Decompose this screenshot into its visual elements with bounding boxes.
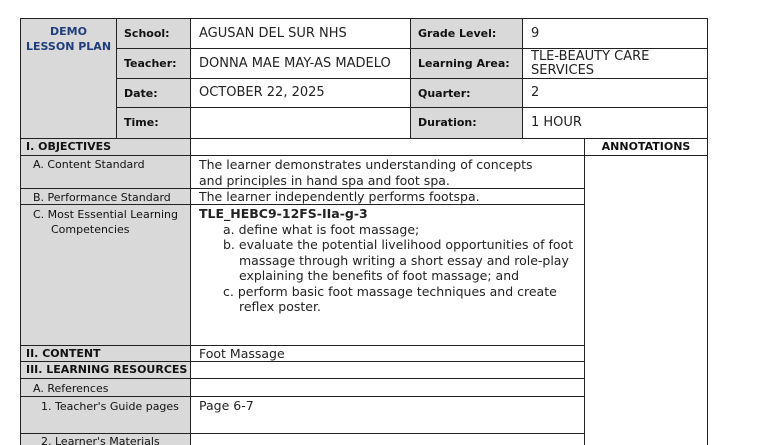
learning-resources-fill (190, 361, 585, 379)
learning-area-value (522, 48, 708, 79)
title-line-1: DEMO (50, 25, 87, 38)
teachers-guide-label: 1. Teacher's Guide pages (20, 396, 191, 434)
melc-label-line-2: Competencies (51, 223, 130, 236)
melc-label-line-1: C. Most Essential Learning (33, 208, 179, 221)
content-heading: II. CONTENT (20, 345, 191, 362)
melc-label (20, 204, 191, 346)
performance-standard-label: B. Performance Standard (20, 188, 191, 205)
teacher-label: Teacher: (116, 48, 191, 79)
melc-code: TLE_HEBC9-12FS-IIa-g-3 (199, 206, 368, 221)
content-standard-label: A. Content Standard (20, 155, 191, 189)
time-value (190, 107, 411, 139)
duration-label: Duration: (410, 107, 523, 139)
references-fill (190, 378, 585, 397)
learners-materials-text: 2. Learner's Materials (41, 435, 160, 445)
grade-level-label: Grade Level: (410, 18, 523, 49)
quarter-value: 2 (522, 78, 708, 108)
quarter-label: Quarter: (410, 78, 523, 108)
learning-resources-heading: III. LEARNING RESOURCES (20, 361, 191, 379)
content-value: Foot Massage (190, 345, 585, 362)
title-line-2: LESSON PLAN (25, 40, 112, 53)
teacher-value: DONNA MAE MAY-AS MADELO (190, 48, 411, 79)
school-label: School: (116, 18, 191, 49)
time-label: Time: (116, 107, 191, 139)
content-standard-value (190, 155, 585, 189)
learning-area-line-1: TLE-BEAUTY CARE (531, 49, 650, 64)
melc-item-c: c. perform basic foot massage techniques and create reflex poster. (223, 283, 557, 314)
content-standard-line-1: The learner demonstrates understanding of concepts (199, 157, 533, 172)
annotations-header: ANNOTATIONS (584, 138, 708, 156)
references-label: A. References (20, 378, 191, 397)
annotations-column (584, 155, 708, 445)
teachers-guide-value: Page 6-7 (190, 396, 585, 434)
learning-area-label: Learning Area: (410, 48, 523, 79)
objectives-heading-fill (190, 138, 585, 156)
melc-list (199, 222, 578, 315)
date-label: Date: (116, 78, 191, 108)
learning-area-line-2: SERVICES (531, 63, 595, 78)
objectives-heading: I. OBJECTIVES (20, 138, 191, 156)
melc-item-b: b. evaluate the potential livelihood opportunities of foot massage through writing a short essay and role-play explaining the benefits of foot massage; and (223, 237, 574, 283)
performance-standard-value: The learner independently performs footspa. (190, 188, 585, 205)
school-value: AGUSAN DEL SUR NHS (190, 18, 411, 49)
content-standard-line-2: and principles in hand spa and foot spa. (199, 172, 450, 188)
duration-value: 1 HOUR (522, 107, 708, 139)
learners-materials-value (190, 433, 585, 445)
grade-level-value: 9 (522, 18, 708, 49)
melc-item-a: a. define what is foot massage; (223, 221, 420, 237)
melc-value (190, 204, 585, 346)
learners-materials-label (20, 433, 191, 445)
date-value: OCTOBER 22, 2025 (190, 78, 411, 108)
lesson-plan-title-cell (20, 18, 117, 139)
